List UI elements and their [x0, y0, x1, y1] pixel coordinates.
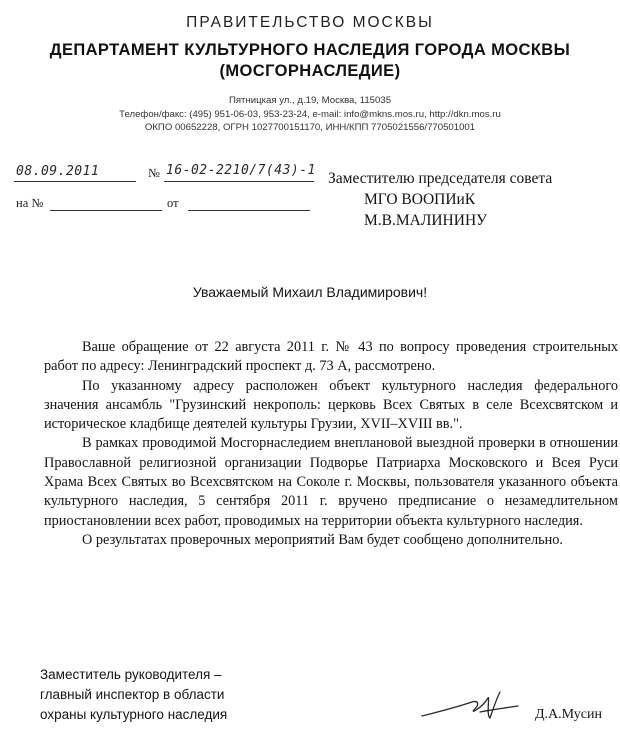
recipient-name: М.В.МАЛИНИНУ [364, 212, 488, 229]
signer-name: Д.А.Мусин [535, 707, 602, 722]
salutation: Уважаемый Михаил Владимирович! [192, 284, 428, 300]
recipient-position: Заместителю председателя совета [328, 170, 553, 187]
department-heading [0, 40, 620, 82]
recipient-block [328, 168, 608, 231]
department-registry: ОКПО 00652228, ОГРН 1027700151170, ИНН/КПП 7705021556/770501001 [144, 122, 476, 133]
body-paragraph-4: О результатах проверочных мероприятий Вам будет сообщено дополнительно. [82, 531, 563, 548]
incoming-date-label: от [167, 196, 179, 210]
date-underline [14, 181, 136, 182]
government-heading: ПРАВИТЕЛЬСТВО МОСКВЫ [186, 14, 434, 31]
signer-title-line-1: Заместитель руководителя – [40, 667, 222, 682]
incoming-number-label: на № [16, 196, 44, 210]
body-paragraph-3: В рамках проводимой Мосгорнаследием внеплановой выездной проверки в отношении Православной религиозной организации Подворье Патриарха Московского и Всея Руси Храма Всех Святых во Всехсвятском на Соколе г. Москвы, пользователя указанного объекта культурного наследия, 5 сентября 2011 г. вручено предписание о незамедлительном приостановлении всех работ, проводимых на территории объекта культурного наследия. [44, 435, 618, 529]
signer-title-line-3: охраны культурного наследия [40, 707, 228, 722]
department-name: ДЕПАРТАМЕНТ КУЛЬТУРНОГО НАСЛЕДИЯ ГОРОДА МОСКВЫ [49, 41, 571, 59]
incoming-date-line [188, 210, 310, 211]
handwritten-signature [420, 686, 520, 722]
outgoing-date: 08.09.2011 [16, 164, 100, 179]
letter-body [44, 338, 618, 550]
department-contacts: Телефон/факс: (495) 951-06-03, 953-23-24, e-mail: info@mkns.mos.ru, http://dkn.mos.ru [119, 109, 501, 120]
number-label: № [148, 166, 160, 180]
outgoing-number: 16-02-2210/7(43)-1 [166, 163, 316, 178]
recipient-organization: МГО ВООПИиК [364, 191, 476, 208]
incoming-number-line [50, 210, 162, 211]
department-abbrev: (МОСГОРНАСЛЕДИЕ) [219, 62, 401, 80]
signer-title-line-2: главный инспектор в области [40, 687, 225, 702]
number-underline [164, 181, 314, 182]
body-paragraph-2: По указанному адресу расположен объект культурного наследия федерального значения ансамбль "Грузинский некрополь: церковь Всех Святых в селе Всехсвятском и историческое кладбище деятелей культуры Грузии, XVII–XVIII вв.". [44, 377, 618, 433]
signer-title [40, 665, 280, 725]
department-address: Пятницкая ул., д.19, Москва, 115035 [228, 95, 392, 106]
body-paragraph-1: Ваше обращение от 22 августа 2011 г. № 43 по вопросу проведения строительных работ по адресу: Ленинградский проспект д. 73 А, рассмотрено. [44, 339, 618, 375]
